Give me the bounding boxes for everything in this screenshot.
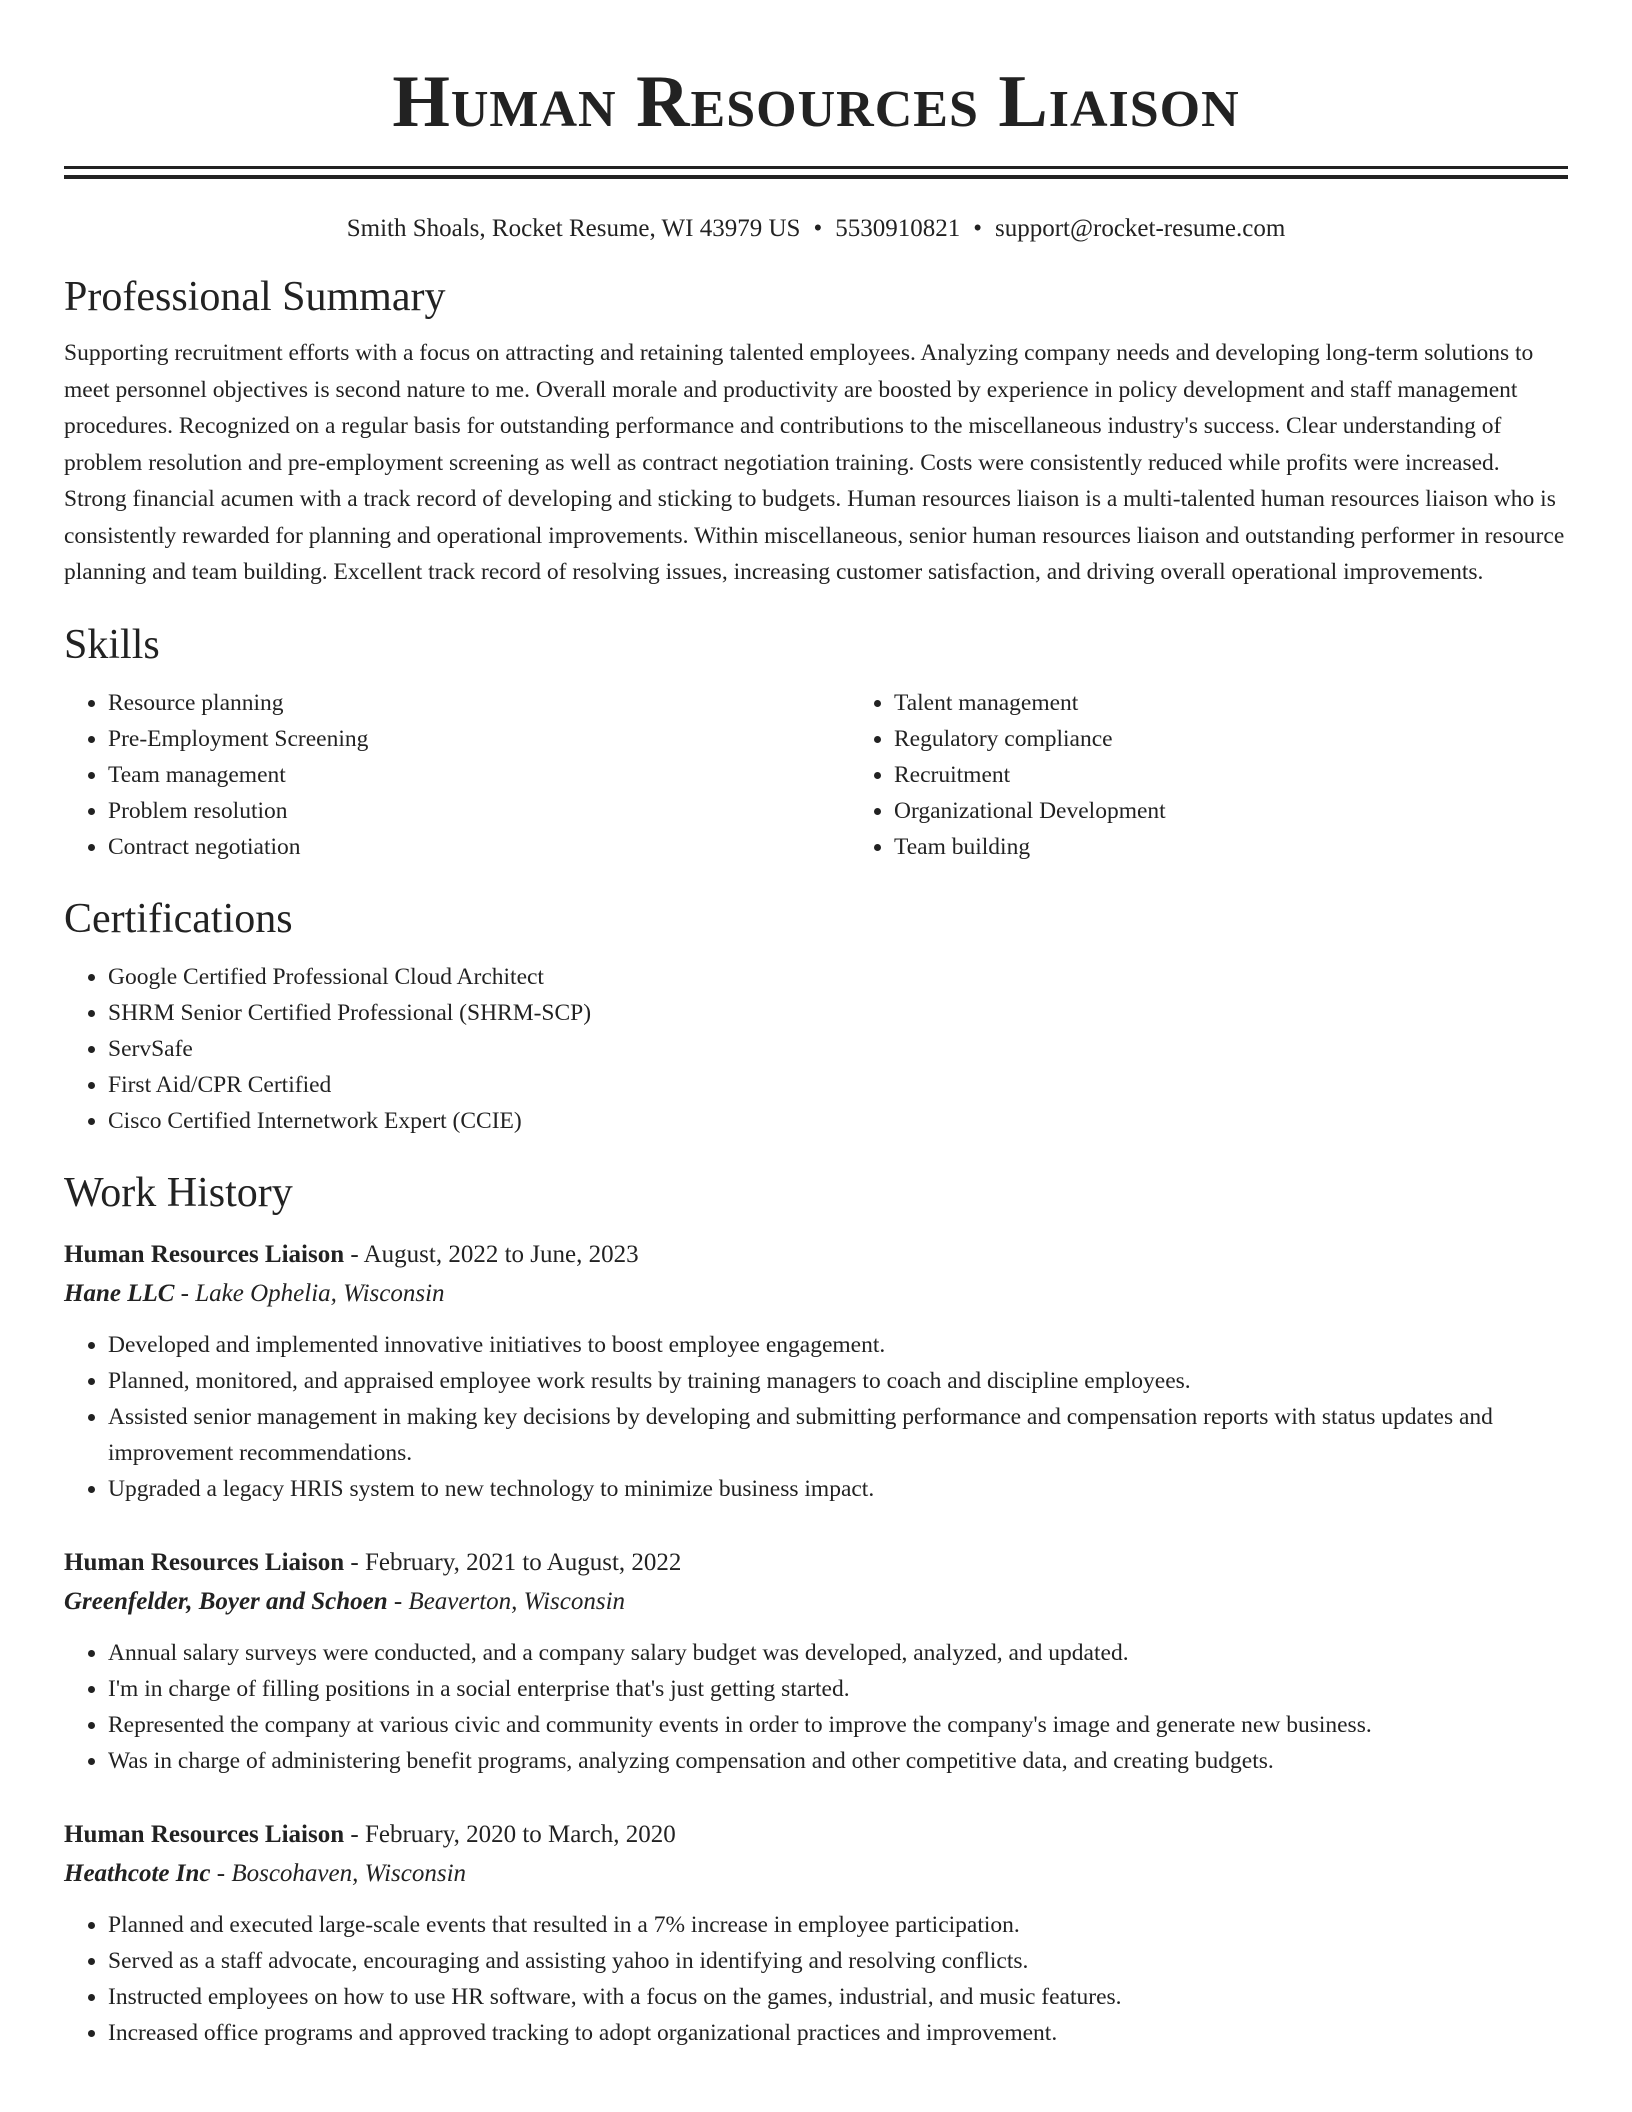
- certification-item: • First Aid/CPR Certified: [108, 1067, 1568, 1103]
- job-bullet: • Was in charge of administering benefit programs, analyzing compensation and other competitive data, and creating budgets.: [108, 1743, 1568, 1779]
- job-bullets: [64, 1635, 1568, 1779]
- contact-line: [64, 213, 1568, 245]
- job-title-line: [64, 1235, 1568, 1275]
- job-title-line: [64, 1815, 1568, 1855]
- skills-columns: [64, 685, 1568, 865]
- job-company-line: [64, 1583, 1568, 1621]
- job-bullets: [64, 1907, 1568, 2051]
- job-bullets: [64, 1327, 1568, 1507]
- job-title: Human Resources Liaison: [64, 1240, 345, 1268]
- job-title: Human Resources Liaison: [64, 1548, 345, 1576]
- skills-section: [64, 619, 1568, 865]
- skill-item: • Contract negotiation: [108, 829, 850, 865]
- skills-list-right: [850, 685, 1632, 865]
- job-bullet: • Planned, monitored, and appraised employee work results by training managers to coach and discipline employees.: [108, 1363, 1568, 1399]
- skill-item: • Organizational Development: [894, 793, 1632, 829]
- job-dates: - August, 2022 to June, 2023: [344, 1240, 639, 1268]
- job-bullet: • Increased office programs and approved tracking to adopt organizational practices and improvement.: [108, 2015, 1568, 2051]
- resume-title: Human Resources Liaison: [392, 61, 1240, 143]
- skill-item: • Talent management: [894, 685, 1632, 721]
- skill-item: • Team building: [894, 829, 1632, 865]
- job-company: Heathcote Inc: [64, 1859, 211, 1887]
- skill-item: • Recruitment: [894, 757, 1632, 793]
- summary-section: [64, 271, 1568, 591]
- job-company: Hane LLC: [64, 1279, 175, 1307]
- contact-phone: 5530910821: [835, 215, 961, 242]
- job-bullet: • Instructed employees on how to use HR software, with a focus on the games, industrial, and music features.: [108, 1979, 1568, 2015]
- job-location: - Lake Ophelia, Wisconsin: [174, 1279, 445, 1307]
- skills-heading: Skills: [64, 621, 160, 668]
- job-bullet: • Planned and executed large-scale events that resulted in a 7% increase in employee participation.: [108, 1907, 1568, 1943]
- contact-email: support@rocket-resume.com: [994, 215, 1286, 242]
- divider-line-top: [64, 166, 1568, 169]
- job-entry: [64, 1543, 1568, 1779]
- summary-text: Supporting recruitment efforts with a focus on attracting and retaining talented employees. Analyzing company needs and developing long-term solutions to meet personnel objectives is second nature to me. Overall morale and productivity are boosted by experience in policy development and staff management procedures. Recognized on a regular basis for outstanding performance and contributions to the miscellaneous industry's success. Clear understanding of problem resolution and pre-employment screening as well as contract negotiation training. Costs were consistently reduced while profits were increased. Strong financial acumen with a track record of developing and sticking to budgets. Human resources liaison is a multi-talented human resources liaison who is consistently rewarded for planning and operational improvements. Within miscellaneous, senior human resources liaison and outstanding performer in resource planning and team building. Excellent track record of resolving issues, increasing customer satisfaction, and driving overall operational improvements.: [64, 340, 1565, 585]
- summary-heading: Professional Summary: [64, 274, 446, 320]
- job-dates: - February, 2020 to March, 2020: [344, 1820, 676, 1848]
- job-bullet: • Annual salary surveys were conducted, and a company salary budget was developed, analyzed, and updated.: [108, 1635, 1568, 1671]
- skill-item: • Regulatory compliance: [894, 721, 1632, 757]
- job-bullet: • Served as a staff advocate, encouraging and assisting yahoo in identifying and resolving conflicts.: [108, 1943, 1568, 1979]
- certification-item: • ServSafe: [108, 1031, 1568, 1067]
- job-bullet: • Developed and implemented innovative initiatives to boost employee engagement.: [108, 1327, 1568, 1363]
- job-location: - Beaverton, Wisconsin: [387, 1587, 626, 1615]
- title-double-rule: [64, 166, 1568, 179]
- skill-item: • Problem resolution: [108, 793, 850, 829]
- job-company-line: [64, 1275, 1568, 1313]
- divider-line-bottom: [64, 175, 1568, 179]
- work-history-section: [64, 1167, 1568, 2051]
- skill-item: • Resource planning: [108, 685, 850, 721]
- job-bullet: • Represented the company at various civic and community events in order to improve the company's image and generate new business.: [108, 1707, 1568, 1743]
- skill-item: • Pre-Employment Screening: [108, 721, 850, 757]
- job-company-line: [64, 1855, 1568, 1893]
- job-bullet: • Assisted senior management in making key decisions by developing and submitting performance and compensation reports with status updates and improvement recommendations.: [108, 1399, 1568, 1471]
- skills-list-left: [64, 685, 850, 865]
- contact-address: Smith Shoals, Rocket Resume, WI 43979 US: [346, 215, 801, 242]
- certification-item: • Google Certified Professional Cloud Architect: [108, 959, 1568, 995]
- contact-separator: •: [813, 215, 823, 242]
- certification-item: • Cisco Certified Internetwork Expert (CCIE): [108, 1103, 1568, 1139]
- job-company: Greenfelder, Boyer and Schoen: [64, 1587, 388, 1615]
- certification-item: • SHRM Senior Certified Professional (SHRM-SCP): [108, 995, 1568, 1031]
- job-entry: [64, 1235, 1568, 1507]
- certifications-heading: Certifications: [64, 895, 293, 942]
- certifications-section: [64, 893, 1568, 1139]
- work-history-heading: Work History: [64, 1169, 293, 1216]
- job-bullet: • Upgraded a legacy HRIS system to new technology to minimize business impact.: [108, 1471, 1568, 1507]
- job-dates: - February, 2021 to August, 2022: [344, 1548, 682, 1576]
- contact-separator: •: [973, 215, 982, 242]
- job-title: Human Resources Liaison: [64, 1820, 345, 1848]
- job-bullet: • I'm in charge of filling positions in a social enterprise that's just getting started.: [108, 1671, 1568, 1707]
- job-entry: [64, 1815, 1568, 2051]
- skill-item: • Team management: [108, 757, 850, 793]
- job-title-line: [64, 1543, 1568, 1583]
- certifications-list: [64, 959, 1568, 1139]
- job-location: - Boscohaven, Wisconsin: [210, 1859, 467, 1887]
